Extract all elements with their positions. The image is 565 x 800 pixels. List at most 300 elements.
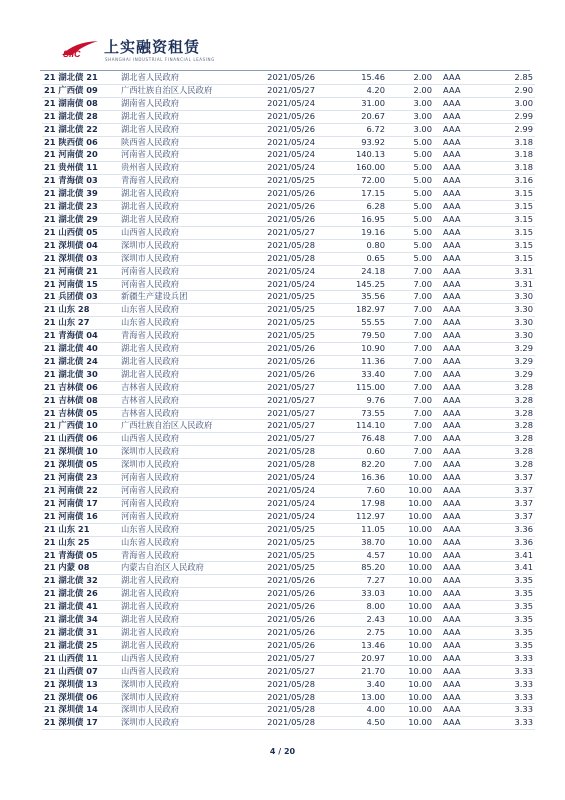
issue-amount-cell: 16.95 <box>315 213 385 226</box>
bond-name-cell: 21 深圳债 17 <box>42 717 121 730</box>
issue-amount-cell: 8.00 <box>315 601 385 614</box>
bond-name-cell: 21 山东 27 <box>42 317 121 330</box>
issuer-cell: 青海省人民政府 <box>121 330 251 343</box>
issue-date-cell: 2021/05/25 <box>251 317 315 330</box>
term-years-cell: 7.00 <box>385 433 432 446</box>
issue-amount-cell: 19.16 <box>315 226 385 239</box>
table-row <box>42 97 535 110</box>
issuer-cell: 湖北省人民政府 <box>121 368 251 381</box>
issue-amount-cell: 79.50 <box>315 330 385 343</box>
table-row <box>42 433 535 446</box>
table-row <box>42 446 535 459</box>
credit-rating-cell: AAA <box>432 291 483 304</box>
table-row <box>42 201 535 214</box>
table-row <box>42 213 535 226</box>
coupon-rate-cell: 3.41 <box>483 562 535 575</box>
credit-rating-cell: AAA <box>432 343 483 356</box>
bond-name-cell: 21 河南债 16 <box>42 510 121 523</box>
issue-date-cell: 2021/05/24 <box>251 97 315 110</box>
issuer-cell: 山东省人民政府 <box>121 304 251 317</box>
term-years-cell: 10.00 <box>385 575 432 588</box>
issue-date-cell: 2021/05/28 <box>251 459 315 472</box>
coupon-rate-cell: 3.29 <box>483 355 535 368</box>
credit-rating-cell: AAA <box>432 188 483 201</box>
issue-date-cell: 2021/05/28 <box>251 678 315 691</box>
credit-rating-cell: AAA <box>432 330 483 343</box>
issuer-cell: 河南省人民政府 <box>121 278 251 291</box>
bond-name-cell: 21 湖北债 41 <box>42 601 121 614</box>
issue-date-cell: 2021/05/26 <box>251 72 315 84</box>
issue-amount-cell: 4.20 <box>315 84 385 97</box>
table-row <box>42 149 535 162</box>
issue-date-cell: 2021/05/28 <box>251 704 315 717</box>
issue-date-cell: 2021/05/25 <box>251 562 315 575</box>
bond-name-cell: 21 深圳债 04 <box>42 239 121 252</box>
issuer-cell: 河南省人民政府 <box>121 497 251 510</box>
issuer-cell: 吉林省人民政府 <box>121 381 251 394</box>
issue-amount-cell: 85.20 <box>315 562 385 575</box>
term-years-cell: 2.00 <box>385 84 432 97</box>
bond-name-cell: 21 兵团债 03 <box>42 291 121 304</box>
bond-name-cell: 21 河南债 17 <box>42 497 121 510</box>
term-years-cell: 7.00 <box>385 368 432 381</box>
term-years-cell: 7.00 <box>385 446 432 459</box>
coupon-rate-cell: 3.33 <box>483 691 535 704</box>
issue-amount-cell: 38.70 <box>315 536 385 549</box>
issue-date-cell: 2021/05/25 <box>251 549 315 562</box>
bond-name-cell: 21 山西债 11 <box>42 652 121 665</box>
issue-amount-cell: 76.48 <box>315 433 385 446</box>
issue-date-cell: 2021/05/27 <box>251 84 315 97</box>
term-years-cell: 10.00 <box>385 691 432 704</box>
issue-date-cell: 2021/05/26 <box>251 201 315 214</box>
coupon-rate-cell: 3.30 <box>483 304 535 317</box>
term-years-cell: 5.00 <box>385 188 432 201</box>
issue-amount-cell: 11.05 <box>315 523 385 536</box>
bond-name-cell: 21 深圳债 14 <box>42 704 121 717</box>
table-row <box>42 420 535 433</box>
issue-date-cell: 2021/05/28 <box>251 446 315 459</box>
bond-name-cell: 21 陕西债 06 <box>42 136 121 149</box>
issue-amount-cell: 20.67 <box>315 110 385 123</box>
term-years-cell: 7.00 <box>385 420 432 433</box>
issue-amount-cell: 7.27 <box>315 575 385 588</box>
bond-name-cell: 21 山西债 06 <box>42 433 121 446</box>
header-rule <box>40 70 530 71</box>
term-years-cell: 10.00 <box>385 626 432 639</box>
coupon-rate-cell: 2.90 <box>483 84 535 97</box>
coupon-rate-cell: 2.99 <box>483 123 535 136</box>
issuer-cell: 广西壮族自治区人民政府 <box>121 420 251 433</box>
bond-name-cell: 21 青海债 05 <box>42 549 121 562</box>
term-years-cell: 7.00 <box>385 407 432 420</box>
bond-name-cell: 21 青海债 04 <box>42 330 121 343</box>
bond-name-cell: 21 深圳债 05 <box>42 459 121 472</box>
coupon-rate-cell: 3.41 <box>483 549 535 562</box>
issuer-cell: 深圳市人民政府 <box>121 678 251 691</box>
bond-name-cell: 21 广西债 10 <box>42 420 121 433</box>
table-row <box>42 291 535 304</box>
issuer-cell: 深圳市人民政府 <box>121 459 251 472</box>
table-row <box>42 226 535 239</box>
coupon-rate-cell: 3.35 <box>483 614 535 627</box>
coupon-rate-cell: 3.18 <box>483 162 535 175</box>
issue-date-cell: 2021/05/27 <box>251 433 315 446</box>
table-row <box>42 355 535 368</box>
issue-date-cell: 2021/05/26 <box>251 639 315 652</box>
issue-date-cell: 2021/05/26 <box>251 626 315 639</box>
table-row <box>42 278 535 291</box>
term-years-cell: 2.00 <box>385 72 432 84</box>
term-years-cell: 10.00 <box>385 472 432 485</box>
issue-amount-cell: 0.80 <box>315 239 385 252</box>
credit-rating-cell: AAA <box>432 252 483 265</box>
term-years-cell: 7.00 <box>385 459 432 472</box>
term-years-cell: 10.00 <box>385 562 432 575</box>
credit-rating-cell: AAA <box>432 304 483 317</box>
issue-date-cell: 2021/05/25 <box>251 536 315 549</box>
bond-name-cell: 21 河南债 23 <box>42 472 121 485</box>
issuer-cell: 吉林省人民政府 <box>121 394 251 407</box>
issuer-cell: 湖北省人民政府 <box>121 343 251 356</box>
issue-amount-cell: 11.36 <box>315 355 385 368</box>
term-years-cell: 3.00 <box>385 97 432 110</box>
issue-date-cell: 2021/05/24 <box>251 162 315 175</box>
issue-date-cell: 2021/05/25 <box>251 291 315 304</box>
issuer-cell: 山东省人民政府 <box>121 536 251 549</box>
issue-amount-cell: 2.75 <box>315 626 385 639</box>
credit-rating-cell: AAA <box>432 523 483 536</box>
term-years-cell: 7.00 <box>385 317 432 330</box>
issue-date-cell: 2021/05/26 <box>251 588 315 601</box>
bond-name-cell: 21 湖北债 26 <box>42 588 121 601</box>
issue-date-cell: 2021/05/25 <box>251 175 315 188</box>
term-years-cell: 5.00 <box>385 201 432 214</box>
issue-date-cell: 2021/05/26 <box>251 575 315 588</box>
coupon-rate-cell: 3.33 <box>483 652 535 665</box>
issue-amount-cell: 73.55 <box>315 407 385 420</box>
page-header <box>30 34 550 74</box>
bond-issuance-table <box>42 72 535 730</box>
table-row <box>42 588 535 601</box>
bond-name-cell: 21 吉林债 05 <box>42 407 121 420</box>
term-years-cell: 5.00 <box>385 213 432 226</box>
credit-rating-cell: AAA <box>432 72 483 84</box>
bond-name-cell: 21 湖北债 34 <box>42 614 121 627</box>
bond-name-cell: 21 青海债 03 <box>42 175 121 188</box>
issue-date-cell: 2021/05/27 <box>251 665 315 678</box>
table-row <box>42 330 535 343</box>
coupon-rate-cell: 2.85 <box>483 72 535 84</box>
term-years-cell: 10.00 <box>385 549 432 562</box>
issue-amount-cell: 17.98 <box>315 497 385 510</box>
table-row <box>42 394 535 407</box>
issuer-cell: 山西省人民政府 <box>121 226 251 239</box>
coupon-rate-cell: 3.31 <box>483 265 535 278</box>
credit-rating-cell: AAA <box>432 588 483 601</box>
bond-name-cell: 21 广西债 09 <box>42 84 121 97</box>
bond-name-cell: 21 河南债 20 <box>42 149 121 162</box>
issue-amount-cell: 9.76 <box>315 394 385 407</box>
bond-name-cell: 21 湖北债 32 <box>42 575 121 588</box>
bond-name-cell: 21 湖北债 29 <box>42 213 121 226</box>
issue-amount-cell: 33.40 <box>315 368 385 381</box>
coupon-rate-cell: 3.15 <box>483 188 535 201</box>
coupon-rate-cell: 2.99 <box>483 110 535 123</box>
table-row <box>42 84 535 97</box>
credit-rating-cell: AAA <box>432 123 483 136</box>
credit-rating-cell: AAA <box>432 472 483 485</box>
term-years-cell: 7.00 <box>385 355 432 368</box>
issuer-cell: 山西省人民政府 <box>121 665 251 678</box>
table-row <box>42 575 535 588</box>
issue-amount-cell: 182.97 <box>315 304 385 317</box>
issuer-cell: 内蒙古自治区人民政府 <box>121 562 251 575</box>
issue-date-cell: 2021/05/26 <box>251 355 315 368</box>
term-years-cell: 10.00 <box>385 536 432 549</box>
term-years-cell: 7.00 <box>385 394 432 407</box>
table-row <box>42 472 535 485</box>
coupon-rate-cell: 3.30 <box>483 291 535 304</box>
bond-name-cell: 21 内蒙 08 <box>42 562 121 575</box>
issue-amount-cell: 31.00 <box>315 97 385 110</box>
coupon-rate-cell: 3.35 <box>483 626 535 639</box>
issuer-cell: 陕西省人民政府 <box>121 136 251 149</box>
table-row <box>42 162 535 175</box>
credit-rating-cell: AAA <box>432 665 483 678</box>
issue-date-cell: 2021/05/26 <box>251 110 315 123</box>
table-row <box>42 678 535 691</box>
table-row <box>42 485 535 498</box>
issue-amount-cell: 115.00 <box>315 381 385 394</box>
coupon-rate-cell: 3.18 <box>483 149 535 162</box>
table-row <box>42 343 535 356</box>
bond-name-cell: 21 湖北债 30 <box>42 368 121 381</box>
credit-rating-cell: AAA <box>432 639 483 652</box>
issuer-cell: 广西壮族自治区人民政府 <box>121 84 251 97</box>
credit-rating-cell: AAA <box>432 510 483 523</box>
table-row <box>42 265 535 278</box>
term-years-cell: 10.00 <box>385 665 432 678</box>
coupon-rate-cell: 3.15 <box>483 213 535 226</box>
coupon-rate-cell: 3.15 <box>483 252 535 265</box>
table-row <box>42 368 535 381</box>
term-years-cell: 10.00 <box>385 652 432 665</box>
credit-rating-cell: AAA <box>432 278 483 291</box>
issue-amount-cell: 140.13 <box>315 149 385 162</box>
issue-date-cell: 2021/05/26 <box>251 213 315 226</box>
issue-date-cell: 2021/05/25 <box>251 523 315 536</box>
issuer-cell: 湖北省人民政府 <box>121 72 251 84</box>
issuer-cell: 湖北省人民政府 <box>121 201 251 214</box>
bond-name-cell: 21 湖南债 08 <box>42 97 121 110</box>
table-row <box>42 304 535 317</box>
table-row <box>42 72 535 84</box>
bond-name-cell: 21 山西债 05 <box>42 226 121 239</box>
issue-date-cell: 2021/05/26 <box>251 614 315 627</box>
issue-date-cell: 2021/05/24 <box>251 485 315 498</box>
issuer-cell: 湖北省人民政府 <box>121 614 251 627</box>
logo-english-name: SHANGHAI INDUSTRIAL FINANCIAL LEASING <box>105 57 215 62</box>
term-years-cell: 5.00 <box>385 226 432 239</box>
issue-date-cell: 2021/05/27 <box>251 226 315 239</box>
issue-amount-cell: 72.00 <box>315 175 385 188</box>
issue-date-cell: 2021/05/26 <box>251 368 315 381</box>
issue-amount-cell: 3.40 <box>315 678 385 691</box>
coupon-rate-cell: 3.30 <box>483 330 535 343</box>
issuer-cell: 深圳市人民政府 <box>121 252 251 265</box>
credit-rating-cell: AAA <box>432 407 483 420</box>
issuer-cell: 湖北省人民政府 <box>121 110 251 123</box>
issuer-cell: 青海省人民政府 <box>121 549 251 562</box>
issuer-cell: 新疆生产建设兵团 <box>121 291 251 304</box>
issuer-cell: 河南省人民政府 <box>121 510 251 523</box>
table-row <box>42 123 535 136</box>
table-row <box>42 626 535 639</box>
credit-rating-cell: AAA <box>432 614 483 627</box>
credit-rating-cell: AAA <box>432 446 483 459</box>
issue-date-cell: 2021/05/26 <box>251 123 315 136</box>
bond-name-cell: 21 湖北债 40 <box>42 343 121 356</box>
issuer-cell: 湖北省人民政府 <box>121 188 251 201</box>
issue-amount-cell: 6.72 <box>315 123 385 136</box>
logo-chinese-name: 上实融资租赁 <box>104 38 201 56</box>
table-row <box>42 497 535 510</box>
bond-name-cell: 21 山东 21 <box>42 523 121 536</box>
term-years-cell: 7.00 <box>385 291 432 304</box>
issuer-cell: 深圳市人民政府 <box>121 717 251 730</box>
issue-amount-cell: 4.50 <box>315 717 385 730</box>
bond-name-cell: 21 湖北债 31 <box>42 626 121 639</box>
coupon-rate-cell: 3.36 <box>483 536 535 549</box>
issue-amount-cell: 10.90 <box>315 343 385 356</box>
issuer-cell: 湖北省人民政府 <box>121 355 251 368</box>
issue-amount-cell: 114.10 <box>315 420 385 433</box>
credit-rating-cell: AAA <box>432 433 483 446</box>
issue-date-cell: 2021/05/28 <box>251 691 315 704</box>
credit-rating-cell: AAA <box>432 575 483 588</box>
coupon-rate-cell: 3.37 <box>483 485 535 498</box>
bond-name-cell: 21 湖北债 21 <box>42 72 121 84</box>
issue-amount-cell: 17.15 <box>315 188 385 201</box>
bond-name-cell: 21 深圳债 13 <box>42 678 121 691</box>
issue-date-cell: 2021/05/24 <box>251 472 315 485</box>
term-years-cell: 10.00 <box>385 523 432 536</box>
term-years-cell: 5.00 <box>385 239 432 252</box>
credit-rating-cell: AAA <box>432 226 483 239</box>
issue-amount-cell: 20.97 <box>315 652 385 665</box>
bond-name-cell: 21 吉林债 06 <box>42 381 121 394</box>
bond-name-cell: 21 山西债 07 <box>42 665 121 678</box>
issuer-cell: 湖北省人民政府 <box>121 588 251 601</box>
issuer-cell: 湖北省人民政府 <box>121 626 251 639</box>
credit-rating-cell: AAA <box>432 317 483 330</box>
issue-date-cell: 2021/05/26 <box>251 188 315 201</box>
coupon-rate-cell: 3.33 <box>483 678 535 691</box>
issue-date-cell: 2021/05/24 <box>251 149 315 162</box>
issue-date-cell: 2021/05/25 <box>251 330 315 343</box>
issuer-cell: 河南省人民政府 <box>121 485 251 498</box>
credit-rating-cell: AAA <box>432 110 483 123</box>
coupon-rate-cell: 3.35 <box>483 575 535 588</box>
coupon-rate-cell: 3.37 <box>483 497 535 510</box>
issue-date-cell: 2021/05/28 <box>251 239 315 252</box>
term-years-cell: 7.00 <box>385 304 432 317</box>
issuer-cell: 深圳市人民政府 <box>121 691 251 704</box>
table-row <box>42 665 535 678</box>
coupon-rate-cell: 3.28 <box>483 459 535 472</box>
table-row <box>42 562 535 575</box>
table-row <box>42 536 535 549</box>
credit-rating-cell: AAA <box>432 265 483 278</box>
credit-rating-cell: AAA <box>432 136 483 149</box>
issuer-cell: 山东省人民政府 <box>121 317 251 330</box>
coupon-rate-cell: 3.37 <box>483 472 535 485</box>
table-row <box>42 317 535 330</box>
bond-name-cell: 21 湖北债 28 <box>42 110 121 123</box>
coupon-rate-cell: 3.15 <box>483 239 535 252</box>
issue-date-cell: 2021/05/26 <box>251 343 315 356</box>
issue-amount-cell: 82.20 <box>315 459 385 472</box>
credit-rating-cell: AAA <box>432 626 483 639</box>
bond-name-cell: 21 深圳债 10 <box>42 446 121 459</box>
issue-amount-cell: 13.00 <box>315 691 385 704</box>
issue-date-cell: 2021/05/25 <box>251 304 315 317</box>
bond-name-cell: 21 深圳债 06 <box>42 691 121 704</box>
table-row <box>42 459 535 472</box>
bond-name-cell: 21 湖北债 23 <box>42 201 121 214</box>
svg-text:SIIC: SIIC <box>63 49 81 59</box>
bond-name-cell: 21 湖北债 22 <box>42 123 121 136</box>
issue-date-cell: 2021/05/27 <box>251 420 315 433</box>
credit-rating-cell: AAA <box>432 213 483 226</box>
credit-rating-cell: AAA <box>432 97 483 110</box>
credit-rating-cell: AAA <box>432 485 483 498</box>
coupon-rate-cell: 3.15 <box>483 226 535 239</box>
term-years-cell: 7.00 <box>385 381 432 394</box>
issue-date-cell: 2021/05/24 <box>251 265 315 278</box>
issue-date-cell: 2021/05/24 <box>251 136 315 149</box>
issue-date-cell: 2021/05/28 <box>251 717 315 730</box>
coupon-rate-cell: 3.35 <box>483 601 535 614</box>
issue-date-cell: 2021/05/26 <box>251 601 315 614</box>
issue-amount-cell: 15.46 <box>315 72 385 84</box>
table-row <box>42 717 535 730</box>
coupon-rate-cell: 3.36 <box>483 523 535 536</box>
issue-amount-cell: 145.25 <box>315 278 385 291</box>
credit-rating-cell: AAA <box>432 368 483 381</box>
term-years-cell: 10.00 <box>385 704 432 717</box>
coupon-rate-cell: 3.35 <box>483 639 535 652</box>
term-years-cell: 5.00 <box>385 175 432 188</box>
coupon-rate-cell: 3.33 <box>483 665 535 678</box>
credit-rating-cell: AAA <box>432 497 483 510</box>
issue-amount-cell: 112.97 <box>315 510 385 523</box>
bond-name-cell: 21 河南债 22 <box>42 485 121 498</box>
term-years-cell: 7.00 <box>385 265 432 278</box>
term-years-cell: 10.00 <box>385 497 432 510</box>
issue-amount-cell: 33.03 <box>315 588 385 601</box>
issuer-cell: 湖北省人民政府 <box>121 575 251 588</box>
issuer-cell: 河南省人民政府 <box>121 149 251 162</box>
coupon-rate-cell: 3.28 <box>483 394 535 407</box>
term-years-cell: 5.00 <box>385 136 432 149</box>
issue-amount-cell: 93.92 <box>315 136 385 149</box>
credit-rating-cell: AAA <box>432 201 483 214</box>
credit-rating-cell: AAA <box>432 601 483 614</box>
credit-rating-cell: AAA <box>432 691 483 704</box>
term-years-cell: 3.00 <box>385 123 432 136</box>
